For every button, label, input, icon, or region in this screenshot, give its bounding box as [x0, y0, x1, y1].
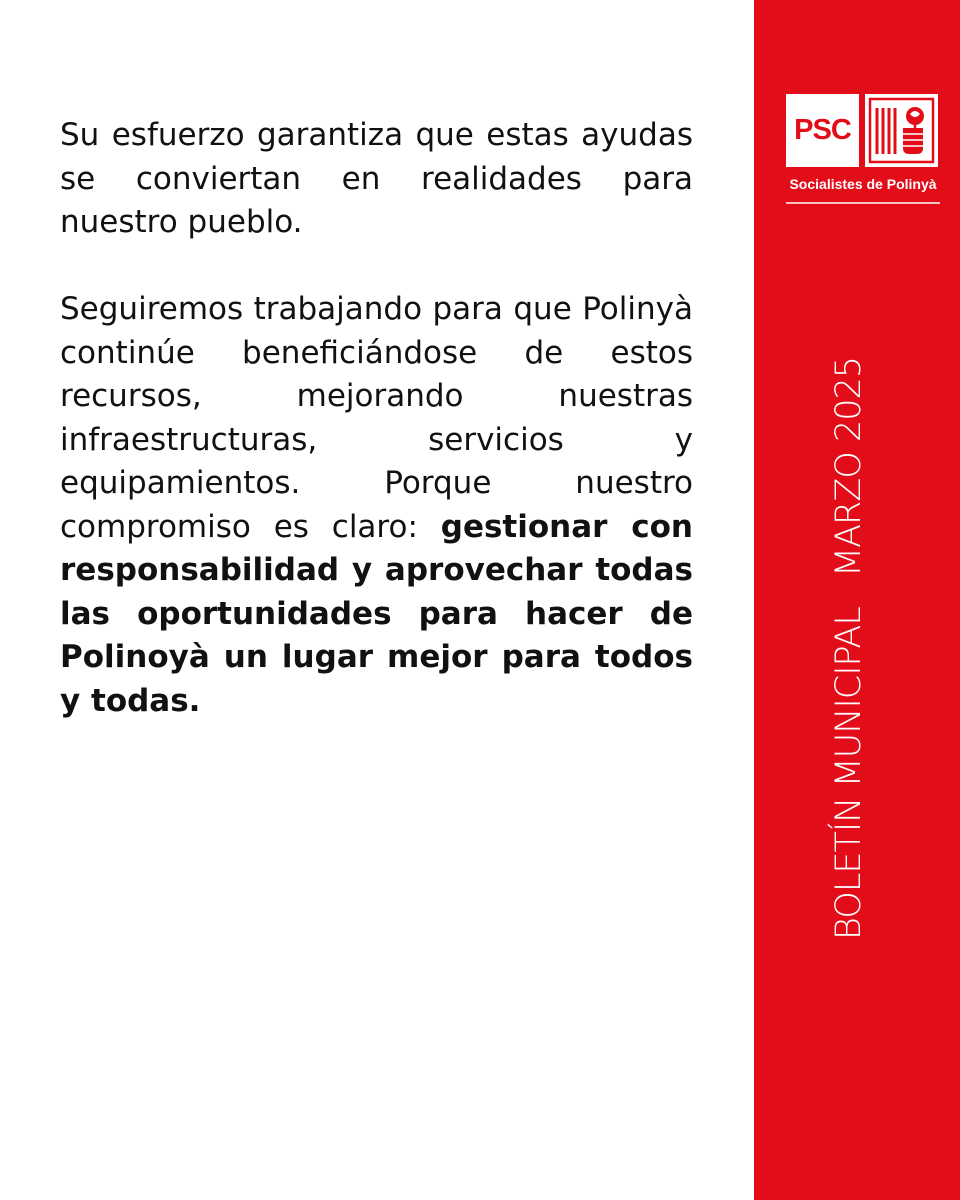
body-text: [60, 114, 693, 723]
vertical-title: [806, 357, 867, 940]
paragraph-commitment-highlight: gestionar con responsabilidad y aprovechar todas las oportunidades para hacer de Polinoyà un lugar mejor para todos y todas.: [60, 508, 693, 719]
rose-fist-icon: [865, 94, 938, 167]
issue-date: MARZO 2025: [829, 356, 869, 578]
logo-divider: [786, 202, 940, 204]
logo-caption: Socialistes de Polinyà: [789, 176, 937, 192]
psc-logo-wordmark: PSC: [786, 94, 859, 167]
bulletin-label: BOLETÍN MUNICIPAL: [829, 607, 869, 940]
psc-logo: [786, 94, 940, 206]
paragraph-intro: Su esfuerzo garantiza que estas ayudas se conviertan en realidades para nuestro pueblo.: [60, 117, 693, 240]
paragraph-commitment: [60, 288, 693, 723]
paragraph-commitment-text: Seguiremos trabajando para que Polinyà continúe beneficiándose de estos recursos, mejorando nuestras infraestructuras, servicios y equipamientos. Porque nuestro compromiso es claro:: [60, 291, 693, 545]
